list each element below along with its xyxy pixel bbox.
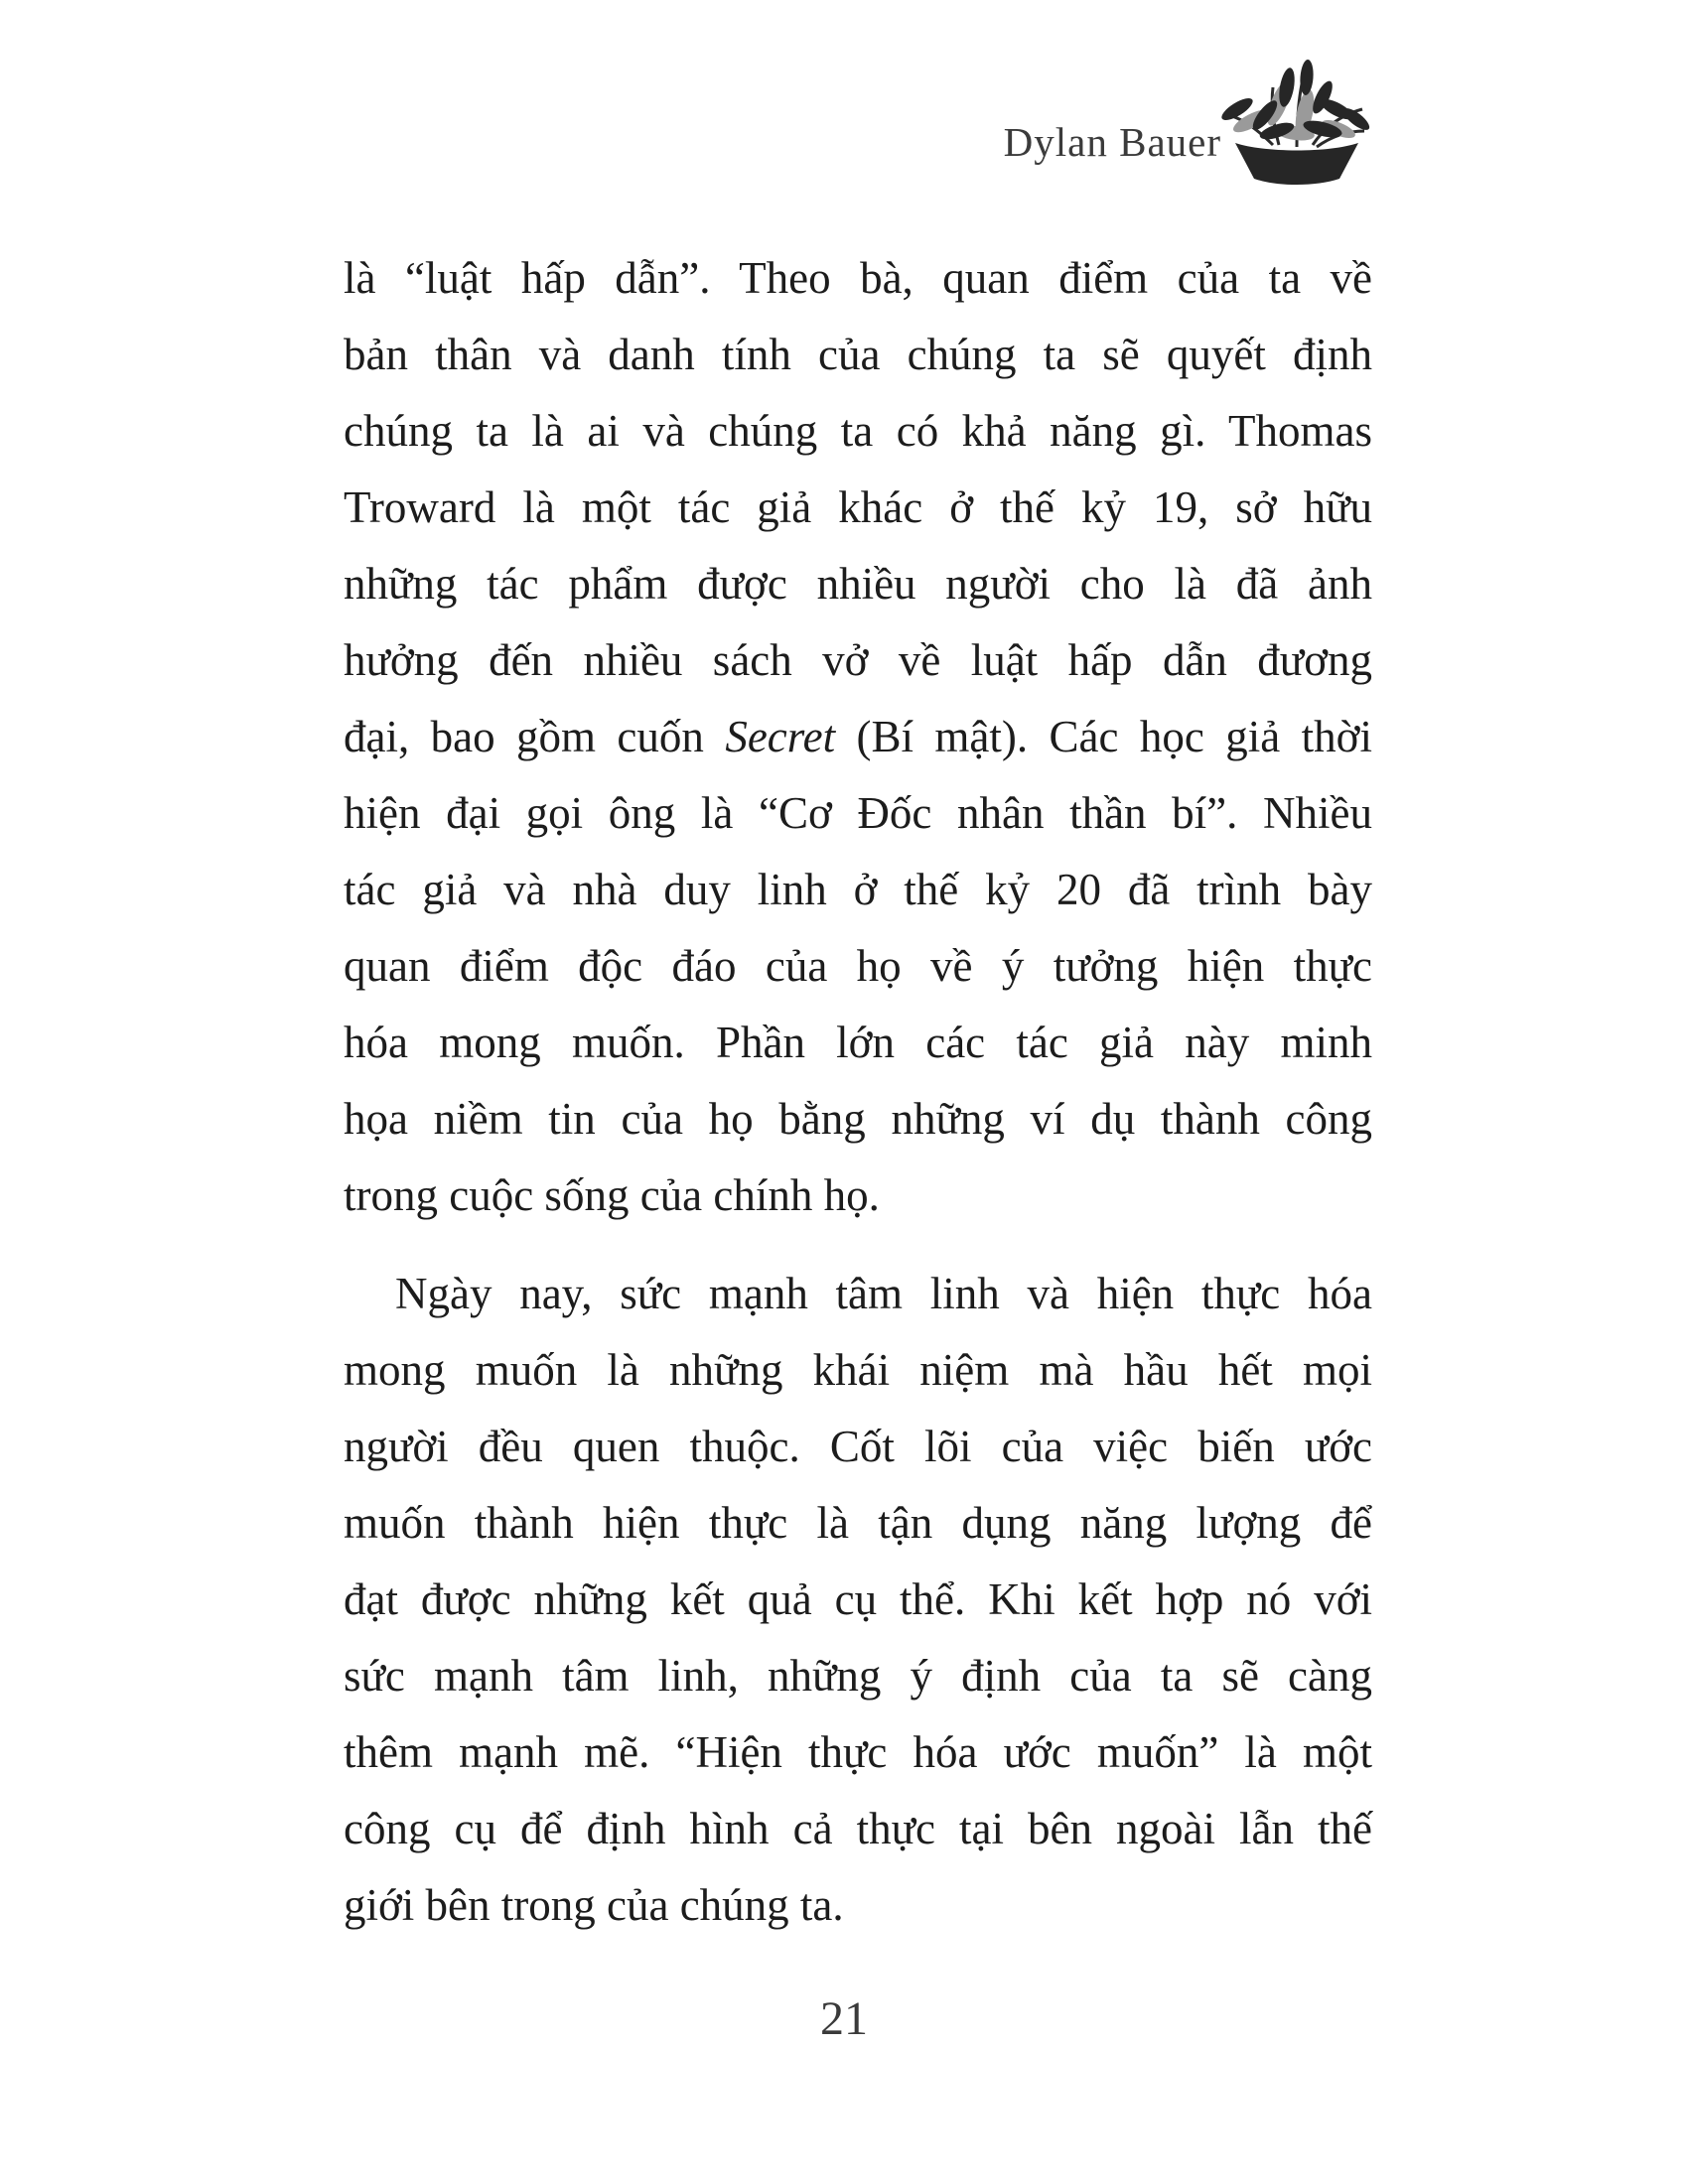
text-line [344, 775, 1372, 852]
text-line [344, 1714, 1372, 1791]
text-segment: bản thân và danh tính của chúng ta sẽ quyết định [344, 330, 1372, 379]
text-line [344, 1485, 1372, 1562]
text-segment: tác giả và nhà duy linh ở thế kỷ 20 đã trình bày [344, 865, 1372, 914]
text-line [344, 1638, 1372, 1714]
text-segment: những tác phẩm được nhiều người cho là đã ảnh [344, 559, 1372, 609]
text-line [344, 1409, 1372, 1485]
text-line [344, 1791, 1372, 1867]
italic-text-segment: Secret [725, 712, 836, 761]
text-segment: quan điểm độc đáo của họ về ý tưởng hiện thực [344, 941, 1372, 991]
text-segment: công cụ để định hình cả thực tại bên ngoài lẫn thế [344, 1804, 1372, 1853]
text-segment: hóa mong muốn. Phần lớn các tác giả này minh [344, 1018, 1372, 1067]
text-line [344, 546, 1372, 622]
text-segment: họa niềm tin của họ bằng những ví dụ thành công [344, 1094, 1372, 1144]
text-segment: đạt được những kết quả cụ thể. Khi kết hợp nó với [344, 1574, 1372, 1624]
text-segment: (Bí mật). Các học giả thời [835, 712, 1372, 761]
text-segment: thêm mạnh mẽ. “Hiện thực hóa ước muốn” là một [344, 1727, 1372, 1777]
text-line [344, 1867, 1372, 1944]
text-line [344, 928, 1372, 1005]
text-segment: sức mạnh tâm linh, những ý định của ta sẽ càng [344, 1651, 1372, 1701]
text-line [344, 1005, 1372, 1081]
leaves-in-bowl-logo-icon [1221, 58, 1372, 189]
text-line [344, 317, 1372, 393]
text-segment: giới bên trong của chúng ta. [344, 1880, 844, 1930]
page-body-text [344, 240, 1372, 1944]
text-segment: mong muốn là những khái niệm mà hầu hết mọi [344, 1345, 1372, 1395]
text-line [344, 1562, 1372, 1638]
text-segment: Troward là một tác giả khác ở thế kỷ 19, sở hữu [344, 482, 1372, 532]
text-segment: muốn thành hiện thực là tận dụng năng lượng để [344, 1498, 1372, 1548]
text-segment: trong cuộc sống của chính họ. [344, 1170, 880, 1220]
text-segment: hưởng đến nhiều sách vở về luật hấp dẫn đương [344, 635, 1372, 685]
paragraph [344, 1256, 1372, 1944]
text-line [344, 699, 1372, 775]
paragraph [344, 240, 1372, 1234]
text-line [344, 240, 1372, 317]
text-segment: hiện đại gọi ông là “Cơ Đốc nhân thần bí”. Nhiều [344, 788, 1372, 838]
page-number: 21 [820, 1992, 868, 2045]
text-line [344, 1158, 1372, 1234]
text-segment: đại, bao gồm cuốn [344, 712, 726, 761]
text-line [344, 1332, 1372, 1409]
text-segment: là “luật hấp dẫn”. Theo bà, quan điểm của ta về [344, 253, 1372, 303]
text-line [344, 852, 1372, 928]
text-line [344, 393, 1372, 470]
text-line [344, 1256, 1372, 1332]
text-segment: người đều quen thuộc. Cốt lõi của việc biến ước [344, 1422, 1372, 1471]
text-line [344, 622, 1372, 699]
header-author-name: Dylan Bauer [1003, 119, 1221, 165]
text-line [344, 1081, 1372, 1158]
text-segment: chúng ta là ai và chúng ta có khả năng gì. Thomas [344, 406, 1372, 456]
text-line [344, 470, 1372, 546]
text-segment: Ngày nay, sức mạnh tâm linh và hiện thực hóa [395, 1269, 1372, 1318]
